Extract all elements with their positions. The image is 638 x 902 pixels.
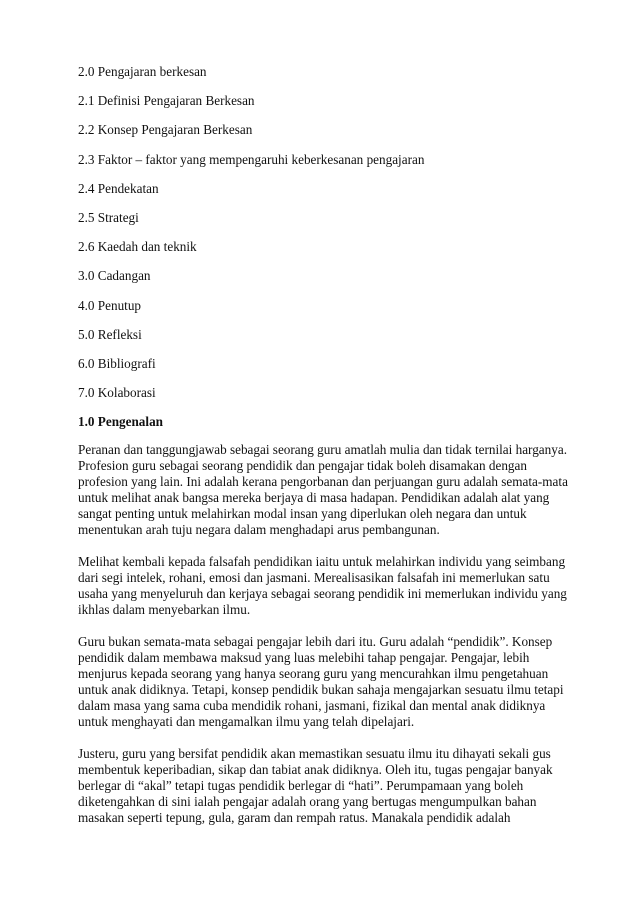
paragraph-line: menentukan arah tuju negara dalam menghadapi arus pembangunan.	[78, 522, 440, 538]
paragraph-line: ikhlas dalam menyebarkan ilmu.	[78, 602, 251, 618]
paragraph-line: dari segi intelek, rohani, emosi dan jasmani. Merealisasikan falsafah ini memerlukan satu	[78, 570, 550, 586]
paragraph-4	[78, 746, 568, 826]
paragraph-line: Guru bukan semata-mata sebagai pengajar lebih dari itu. Guru adalah “pendidik”. Konsep	[78, 634, 553, 650]
toc-item-2-2: 2.2 Konsep Pengajaran Berkesan	[78, 122, 253, 138]
paragraph-line: menjurus kepada seorang yang hanya seorang guru yang mencurahkan ilmu pengetahuan	[78, 666, 549, 682]
paragraph-line: untuk anak didiknya. Tetapi, konsep pendidik bukan sahaja mengajarkan sesuatu ilmu tetapi	[78, 682, 564, 698]
toc-item-5-0: 5.0 Refleksi	[78, 326, 142, 342]
paragraph-3	[78, 634, 568, 730]
paragraph-line: pendidik dalam membawa maksud yang luas melebihi tahap pengajar. Pengajar, lebih	[78, 650, 530, 666]
toc-item-2-6: 2.6 Kaedah dan teknik	[78, 239, 197, 255]
toc-item-2-0: 2.0 Pengajaran berkesan	[78, 64, 207, 79]
paragraph-line: membentuk keperibadian, sikap dan tabiat anak didiknya. Oleh itu, tugas pengajar banyak	[78, 762, 553, 778]
paragraph-line: Justeru, guru yang bersifat pendidik akan memastikan sesuatu ilmu itu dihayati sekali gus	[78, 746, 551, 762]
paragraph-line: Melihat kembali kepada falsafah pendidikan iaitu untuk melahirkan individu yang seimbang	[78, 554, 566, 570]
paragraph-line: untuk menghayati dan mengamalkan ilmu yang telah dipelajari.	[78, 714, 415, 730]
paragraph-line: profesion yang lain. Ini adalah kerana pengorbanan dan perjuangan guru adalah semata-mata	[78, 474, 568, 490]
toc-item-4-0: 4.0 Penutup	[78, 297, 142, 313]
paragraph-line: berlegar di “akal” tetapi tugas pendidik berlegar di “hati”. Perumpamaan yang boleh	[78, 778, 524, 794]
section-heading: 1.0 Pengenalan	[78, 414, 163, 430]
paragraph-line: Profesion guru sebagai seorang pendidik dan pengajar tidak boleh disamakan dengan	[78, 458, 527, 474]
paragraph-line: untuk melihat anak bangsa mereka berjaya di masa hadapan. Pendidikan adalah alat yang	[78, 490, 550, 506]
paragraph-line: diketengahkan di sini ialah pengajar adalah orang yang bertugas mengumpulkan bahan	[78, 794, 537, 810]
toc-item-2-3: 2.3 Faktor – faktor yang mempengaruhi keberkesanan pengajaran	[78, 151, 425, 167]
table-of-contents	[78, 64, 568, 401]
toc-item-6-0: 6.0 Bibliografi	[78, 355, 156, 371]
paragraph-line: dalam masa yang sama cuba mendidik rohani, jasmani, fizikal dan mental anak didiknya	[78, 698, 546, 714]
paragraph-line: usaha yang menyeluruh dan kerjaya sebagai seorang pendidik ini memerlukan individu yang	[78, 586, 567, 602]
toc-item-2-4: 2.4 Pendekatan	[78, 180, 159, 196]
toc-item-2-1: 2.1 Definisi Pengajaran Berkesan	[78, 93, 255, 109]
paragraph-2	[78, 554, 568, 618]
document-page	[78, 64, 568, 842]
toc-item-2-5: 2.5 Strategi	[78, 209, 139, 225]
paragraph-line: Peranan dan tanggungjawab sebagai seorang guru amatlah mulia dan tidak ternilai harganya.	[78, 442, 567, 458]
paragraph-line: sangat penting untuk melahirkan modal insan yang diperlukan oleh negara dan untuk	[78, 506, 527, 522]
toc-item-3-0: 3.0 Cadangan	[78, 268, 151, 284]
toc-item-7-0: 7.0 Kolaborasi	[78, 385, 156, 401]
paragraph-1	[78, 442, 568, 538]
paragraph-line: masakan seperti tepung, gula, garam dan rempah ratus. Manakala pendidik adalah	[78, 810, 511, 826]
